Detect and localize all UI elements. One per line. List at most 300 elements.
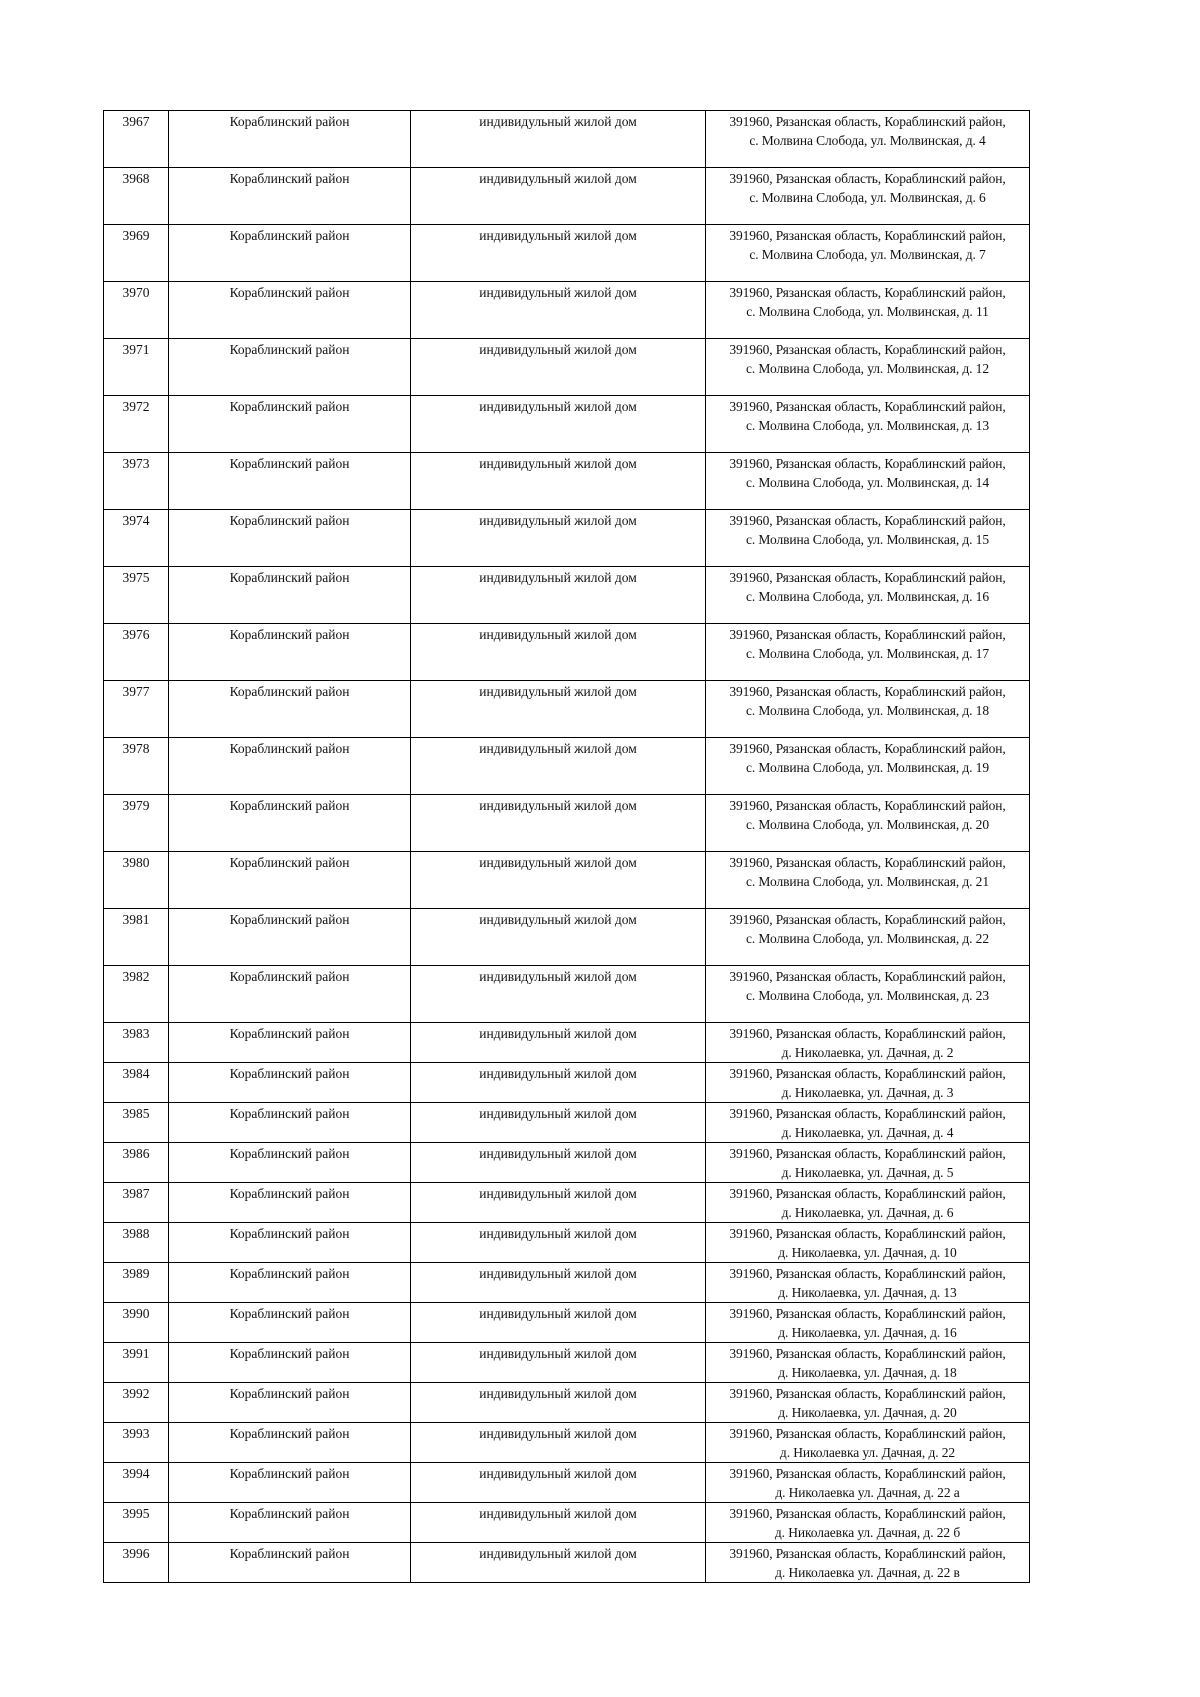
district-name: Кораблинский район <box>229 969 350 984</box>
object-type-cell <box>411 282 706 339</box>
object-type-cell <box>411 510 706 567</box>
address-cell <box>706 111 1030 168</box>
row-number: 3994 <box>122 1466 150 1481</box>
address-cell <box>706 795 1030 852</box>
object-type-cell <box>411 1503 706 1543</box>
address-line-2: д. Николаевка, ул. Дачная, д. 20 <box>778 1405 957 1420</box>
address-line-1: 391960, Рязанская область, Кораблинский район, <box>729 1186 1006 1201</box>
object-type-cell <box>411 738 706 795</box>
district-name: Кораблинский район <box>229 456 350 471</box>
object-type-cell <box>411 396 706 453</box>
address-cell <box>706 396 1030 453</box>
district-name: Кораблинский район <box>229 570 350 585</box>
object-type: индивидульный жилой дом <box>479 1306 637 1321</box>
object-type-cell <box>411 339 706 396</box>
object-type: индивидульный жилой дом <box>479 1426 637 1441</box>
row-number-cell <box>104 168 169 225</box>
object-type-cell <box>411 1183 706 1223</box>
address-cell <box>706 453 1030 510</box>
address-cell <box>706 282 1030 339</box>
row-number-cell <box>104 111 169 168</box>
object-type: индивидульный жилой дом <box>479 1466 637 1481</box>
address-cell <box>706 1223 1030 1263</box>
object-type-cell <box>411 624 706 681</box>
object-type: индивидульный жилой дом <box>479 513 637 528</box>
object-type-cell <box>411 1303 706 1343</box>
table-row <box>104 966 1030 1023</box>
district-cell <box>169 1463 411 1503</box>
district-name: Кораблинский район <box>229 399 350 414</box>
row-number: 3995 <box>122 1506 150 1521</box>
address-line-2: с. Молвина Слобода, ул. Молвинская, д. 4 <box>749 133 986 148</box>
object-type-cell <box>411 1023 706 1063</box>
object-type: индивидульный жилой дом <box>479 399 637 414</box>
row-number-cell <box>104 1383 169 1423</box>
address-cell <box>706 1383 1030 1423</box>
row-number: 3992 <box>122 1386 150 1401</box>
row-number-cell <box>104 1303 169 1343</box>
address-line-1: 391960, Рязанская область, Кораблинский район, <box>729 1426 1006 1441</box>
object-type: индивидульный жилой дом <box>479 285 637 300</box>
row-number-cell <box>104 795 169 852</box>
address-line-2: д. Николаевка, ул. Дачная, д. 5 <box>781 1165 954 1180</box>
table-row <box>104 1343 1030 1383</box>
object-type: индивидульный жилой дом <box>479 171 637 186</box>
object-type-cell <box>411 1103 706 1143</box>
address-line-2: с. Молвина Слобода, ул. Молвинская, д. 11 <box>746 304 989 319</box>
address-cell <box>706 1503 1030 1543</box>
address-line-1: 391960, Рязанская область, Кораблинский район, <box>729 1066 1006 1081</box>
address-cell <box>706 339 1030 396</box>
object-type-cell <box>411 1343 706 1383</box>
address-line-1: 391960, Рязанская область, Кораблинский район, <box>729 855 1006 870</box>
district-cell <box>169 1183 411 1223</box>
address-line-1: 391960, Рязанская область, Кораблинский район, <box>729 627 1006 642</box>
address-line-2: с. Молвина Слобода, ул. Молвинская, д. 17 <box>745 646 989 661</box>
object-type: индивидульный жилой дом <box>479 1146 637 1161</box>
row-number-cell <box>104 1463 169 1503</box>
table-row <box>104 111 1030 168</box>
row-number-cell <box>104 396 169 453</box>
address-cell <box>706 1063 1030 1103</box>
address-line-2: с. Молвина Слобода, ул. Молвинская, д. 14 <box>745 475 989 490</box>
district-cell <box>169 1343 411 1383</box>
address-line-1: 391960, Рязанская область, Кораблинский район, <box>729 1146 1006 1161</box>
row-number: 3981 <box>122 912 150 927</box>
table-row <box>104 453 1030 510</box>
table-row <box>104 1383 1030 1423</box>
address-cell <box>706 1143 1030 1183</box>
district-cell <box>169 396 411 453</box>
table-row <box>104 852 1030 909</box>
address-line-1: 391960, Рязанская область, Кораблинский район, <box>729 1226 1006 1241</box>
object-type-cell <box>411 453 706 510</box>
address-cell <box>706 738 1030 795</box>
row-number: 3986 <box>122 1146 150 1161</box>
address-cell <box>706 1463 1030 1503</box>
address-cell <box>706 1263 1030 1303</box>
registry-table-body <box>104 111 1030 1583</box>
row-number-cell <box>104 510 169 567</box>
row-number-cell <box>104 1223 169 1263</box>
district-name: Кораблинский район <box>229 1186 350 1201</box>
row-number-cell <box>104 1103 169 1143</box>
address-line-2: д. Николаевка, ул. Дачная, д. 3 <box>781 1085 954 1100</box>
address-line-2: с. Молвина Слобода, ул. Молвинская, д. 21 <box>745 874 989 889</box>
address-cell <box>706 1423 1030 1463</box>
address-cell <box>706 1103 1030 1143</box>
address-line-1: 391960, Рязанская область, Кораблинский район, <box>729 741 1006 756</box>
row-number: 3980 <box>122 855 150 870</box>
address-line-2: с. Молвина Слобода, ул. Молвинская, д. 20 <box>745 817 989 832</box>
row-number: 3991 <box>122 1346 150 1361</box>
address-line-2: д. Николаевка ул. Дачная, д. 22 б <box>774 1525 961 1540</box>
district-cell <box>169 1423 411 1463</box>
table-row <box>104 1503 1030 1543</box>
address-line-1: 391960, Рязанская область, Кораблинский район, <box>729 228 1006 243</box>
table-row <box>104 1303 1030 1343</box>
district-name: Кораблинский район <box>229 285 350 300</box>
address-line-2: с. Молвина Слобода, ул. Молвинская, д. 15 <box>745 532 989 547</box>
object-type-cell <box>411 225 706 282</box>
address-line-2: д. Николаевка, ул. Дачная, д. 2 <box>781 1045 954 1060</box>
district-cell <box>169 168 411 225</box>
district-name: Кораблинский район <box>229 1066 350 1081</box>
address-line-1: 391960, Рязанская область, Кораблинский район, <box>729 1306 1006 1321</box>
district-cell <box>169 1543 411 1583</box>
row-number-cell <box>104 909 169 966</box>
table-row <box>104 1183 1030 1223</box>
address-line-2: с. Молвина Слобода, ул. Молвинская, д. 23 <box>745 988 989 1003</box>
object-type: индивидульный жилой дом <box>479 798 637 813</box>
district-name: Кораблинский район <box>229 1226 350 1241</box>
address-line-1: 391960, Рязанская область, Кораблинский район, <box>729 570 1006 585</box>
object-type: индивидульный жилой дом <box>479 1106 637 1121</box>
address-line-2: с. Молвина Слобода, ул. Молвинская, д. 6 <box>749 190 986 205</box>
address-line-2: с. Молвина Слобода, ул. Молвинская, д. 22 <box>745 931 989 946</box>
address-cell <box>706 1023 1030 1063</box>
address-line-2: с. Молвина Слобода, ул. Молвинская, д. 18 <box>745 703 989 718</box>
district-cell <box>169 1383 411 1423</box>
address-line-1: 391960, Рязанская область, Кораблинский район, <box>729 171 1006 186</box>
object-type: индивидульный жилой дом <box>479 228 637 243</box>
address-line-1: 391960, Рязанская область, Кораблинский район, <box>729 969 1006 984</box>
object-type: индивидульный жилой дом <box>479 1386 637 1401</box>
table-row <box>104 1263 1030 1303</box>
address-line-1: 391960, Рязанская область, Кораблинский район, <box>729 1346 1006 1361</box>
row-number-cell <box>104 1263 169 1303</box>
row-number-cell <box>104 1063 169 1103</box>
object-type-cell <box>411 1263 706 1303</box>
district-name: Кораблинский район <box>229 513 350 528</box>
table-row <box>104 624 1030 681</box>
district-name: Кораблинский район <box>229 684 350 699</box>
object-type: индивидульный жилой дом <box>479 684 637 699</box>
object-type-cell <box>411 1223 706 1263</box>
table-row <box>104 339 1030 396</box>
object-type-cell <box>411 909 706 966</box>
table-row <box>104 510 1030 567</box>
address-line-2: д. Николаевка ул. Дачная, д. 22 в <box>775 1565 960 1580</box>
district-cell <box>169 1223 411 1263</box>
address-cell <box>706 624 1030 681</box>
district-cell <box>169 282 411 339</box>
district-cell <box>169 795 411 852</box>
district-name: Кораблинский район <box>229 1426 350 1441</box>
table-row <box>104 1143 1030 1183</box>
address-line-2: д. Николаевка, ул. Дачная, д. 18 <box>778 1365 957 1380</box>
object-type-cell <box>411 1383 706 1423</box>
district-name: Кораблинский район <box>229 798 350 813</box>
table-row <box>104 1103 1030 1143</box>
address-cell <box>706 225 1030 282</box>
district-cell <box>169 909 411 966</box>
row-number-cell <box>104 339 169 396</box>
district-name: Кораблинский район <box>229 1546 350 1561</box>
district-cell <box>169 111 411 168</box>
row-number: 3993 <box>122 1426 150 1441</box>
table-row <box>104 567 1030 624</box>
address-cell <box>706 1543 1030 1583</box>
object-type: индивидульный жилой дом <box>479 969 637 984</box>
row-number: 3985 <box>122 1106 150 1121</box>
table-row <box>104 1543 1030 1583</box>
address-line-2: с. Молвина Слобода, ул. Молвинская, д. 16 <box>745 589 989 604</box>
address-cell <box>706 510 1030 567</box>
district-cell <box>169 225 411 282</box>
object-type: индивидульный жилой дом <box>479 1506 637 1521</box>
object-type-cell <box>411 567 706 624</box>
object-type: индивидульный жилой дом <box>479 741 637 756</box>
object-type-cell <box>411 1063 706 1103</box>
address-line-2: д. Николаевка, ул. Дачная, д. 13 <box>778 1285 957 1300</box>
district-name: Кораблинский район <box>229 627 350 642</box>
address-line-2: с. Молвина Слобода, ул. Молвинская, д. 19 <box>745 760 989 775</box>
district-name: Кораблинский район <box>229 1266 350 1281</box>
address-line-2: с. Молвина Слобода, ул. Молвинская, д. 7 <box>749 247 986 262</box>
row-number-cell <box>104 1343 169 1383</box>
address-line-1: 391960, Рязанская область, Кораблинский район, <box>729 684 1006 699</box>
row-number: 3983 <box>122 1026 150 1041</box>
district-name: Кораблинский район <box>229 228 350 243</box>
row-number: 3987 <box>122 1186 150 1201</box>
district-cell <box>169 738 411 795</box>
address-line-1: 391960, Рязанская область, Кораблинский район, <box>729 1266 1006 1281</box>
row-number-cell <box>104 738 169 795</box>
row-number: 3988 <box>122 1226 150 1241</box>
address-cell <box>706 681 1030 738</box>
district-name: Кораблинский район <box>229 1146 350 1161</box>
object-type: индивидульный жилой дом <box>479 912 637 927</box>
table-row <box>104 225 1030 282</box>
address-cell <box>706 966 1030 1023</box>
address-line-1: 391960, Рязанская область, Кораблинский район, <box>729 399 1006 414</box>
address-cell <box>706 1343 1030 1383</box>
row-number: 3990 <box>122 1306 150 1321</box>
address-line-1: 391960, Рязанская область, Кораблинский район, <box>729 1106 1006 1121</box>
object-type: индивидульный жилой дом <box>479 1186 637 1201</box>
district-cell <box>169 510 411 567</box>
row-number: 3982 <box>122 969 150 984</box>
district-name: Кораблинский район <box>229 1026 350 1041</box>
object-type-cell <box>411 111 706 168</box>
object-type: индивидульный жилой дом <box>479 114 637 129</box>
district-name: Кораблинский район <box>229 1346 350 1361</box>
district-name: Кораблинский район <box>229 1106 350 1121</box>
object-type-cell <box>411 1143 706 1183</box>
address-line-1: 391960, Рязанская область, Кораблинский район, <box>729 1466 1006 1481</box>
object-type-cell <box>411 681 706 738</box>
object-type: индивидульный жилой дом <box>479 1026 637 1041</box>
row-number-cell <box>104 282 169 339</box>
address-cell <box>706 1183 1030 1223</box>
table-row <box>104 795 1030 852</box>
district-cell <box>169 1503 411 1543</box>
district-cell <box>169 681 411 738</box>
district-cell <box>169 339 411 396</box>
district-cell <box>169 852 411 909</box>
row-number: 3972 <box>122 399 150 414</box>
object-type-cell <box>411 795 706 852</box>
row-number-cell <box>104 1183 169 1223</box>
district-cell <box>169 453 411 510</box>
object-type: индивидульный жилой дом <box>479 1346 637 1361</box>
district-name: Кораблинский район <box>229 855 350 870</box>
row-number: 3968 <box>122 171 150 186</box>
address-line-1: 391960, Рязанская область, Кораблинский район, <box>729 1386 1006 1401</box>
address-line-1: 391960, Рязанская область, Кораблинский район, <box>729 456 1006 471</box>
object-type: индивидульный жилой дом <box>479 1266 637 1281</box>
address-cell <box>706 909 1030 966</box>
district-name: Кораблинский район <box>229 1506 350 1521</box>
row-number: 3974 <box>122 513 150 528</box>
row-number: 3969 <box>122 228 150 243</box>
object-type: индивидульный жилой дом <box>479 570 637 585</box>
row-number-cell <box>104 225 169 282</box>
address-line-2: с. Молвина Слобода, ул. Молвинская, д. 12 <box>745 361 989 376</box>
object-type-cell <box>411 1543 706 1583</box>
object-type: индивидульный жилой дом <box>479 456 637 471</box>
address-line-2: д. Николаевка, ул. Дачная, д. 16 <box>778 1325 957 1340</box>
row-number: 3971 <box>122 342 150 357</box>
district-name: Кораблинский район <box>229 342 350 357</box>
row-number-cell <box>104 681 169 738</box>
address-line-1: 391960, Рязанская область, Кораблинский район, <box>729 1506 1006 1521</box>
address-cell <box>706 1303 1030 1343</box>
address-line-2: д. Николаевка, ул. Дачная, д. 10 <box>778 1245 957 1260</box>
row-number: 3973 <box>122 456 150 471</box>
row-number-cell <box>104 852 169 909</box>
table-row <box>104 1023 1030 1063</box>
district-cell <box>169 1063 411 1103</box>
row-number-cell <box>104 966 169 1023</box>
object-type-cell <box>411 168 706 225</box>
district-name: Кораблинский район <box>229 171 350 186</box>
address-line-2: д. Николаевка, ул. Дачная, д. 4 <box>781 1125 954 1140</box>
row-number-cell <box>104 1543 169 1583</box>
address-line-2: д. Николаевка ул. Дачная, д. 22 а <box>775 1485 960 1500</box>
row-number: 3984 <box>122 1066 150 1081</box>
district-name: Кораблинский район <box>229 912 350 927</box>
object-type-cell <box>411 966 706 1023</box>
object-type-cell <box>411 852 706 909</box>
object-type: индивидульный жилой дом <box>479 342 637 357</box>
object-type-cell <box>411 1463 706 1503</box>
address-line-1: 391960, Рязанская область, Кораблинский район, <box>729 342 1006 357</box>
object-type-cell <box>411 1423 706 1463</box>
address-line-1: 391960, Рязанская область, Кораблинский район, <box>729 1546 1006 1561</box>
row-number-cell <box>104 1503 169 1543</box>
row-number-cell <box>104 567 169 624</box>
row-number: 3970 <box>122 285 150 300</box>
row-number-cell <box>104 453 169 510</box>
row-number-cell <box>104 1423 169 1463</box>
district-name: Кораблинский район <box>229 1306 350 1321</box>
address-line-1: 391960, Рязанская область, Кораблинский район, <box>729 798 1006 813</box>
row-number: 3996 <box>122 1546 150 1561</box>
address-line-2: с. Молвина Слобода, ул. Молвинская, д. 13 <box>745 418 989 433</box>
registry-table <box>103 110 1030 1583</box>
row-number: 3975 <box>122 570 150 585</box>
table-row <box>104 1463 1030 1503</box>
table-row <box>104 168 1030 225</box>
district-name: Кораблинский район <box>229 1466 350 1481</box>
district-cell <box>169 1103 411 1143</box>
table-row <box>104 396 1030 453</box>
address-line-1: 391960, Рязанская область, Кораблинский район, <box>729 285 1006 300</box>
district-cell <box>169 567 411 624</box>
address-line-1: 391960, Рязанская область, Кораблинский район, <box>729 114 1006 129</box>
table-row <box>104 1223 1030 1263</box>
object-type: индивидульный жилой дом <box>479 1066 637 1081</box>
row-number-cell <box>104 1023 169 1063</box>
row-number-cell <box>104 624 169 681</box>
address-line-2: д. Николаевка ул. Дачная, д. 22 <box>779 1445 956 1460</box>
table-row <box>104 738 1030 795</box>
row-number: 3978 <box>122 741 150 756</box>
address-cell <box>706 168 1030 225</box>
row-number-cell <box>104 1143 169 1183</box>
address-cell <box>706 852 1030 909</box>
object-type: индивидульный жилой дом <box>479 627 637 642</box>
row-number: 3989 <box>122 1266 150 1281</box>
row-number: 3976 <box>122 627 150 642</box>
table-row <box>104 681 1030 738</box>
district-name: Кораблинский район <box>229 114 350 129</box>
district-cell <box>169 624 411 681</box>
district-name: Кораблинский район <box>229 1386 350 1401</box>
address-cell <box>706 567 1030 624</box>
address-line-1: 391960, Рязанская область, Кораблинский район, <box>729 1026 1006 1041</box>
object-type: индивидульный жилой дом <box>479 1546 637 1561</box>
address-line-2: д. Николаевка, ул. Дачная, д. 6 <box>781 1205 954 1220</box>
district-cell <box>169 1303 411 1343</box>
district-cell <box>169 1263 411 1303</box>
row-number: 3977 <box>122 684 150 699</box>
row-number: 3979 <box>122 798 150 813</box>
district-name: Кораблинский район <box>229 741 350 756</box>
table-row <box>104 282 1030 339</box>
district-cell <box>169 1143 411 1183</box>
object-type: индивидульный жилой дом <box>479 855 637 870</box>
table-row <box>104 909 1030 966</box>
table-row <box>104 1423 1030 1463</box>
address-line-1: 391960, Рязанская область, Кораблинский район, <box>729 912 1006 927</box>
table-row <box>104 1063 1030 1103</box>
row-number: 3967 <box>122 114 150 129</box>
district-cell <box>169 966 411 1023</box>
address-line-1: 391960, Рязанская область, Кораблинский район, <box>729 513 1006 528</box>
